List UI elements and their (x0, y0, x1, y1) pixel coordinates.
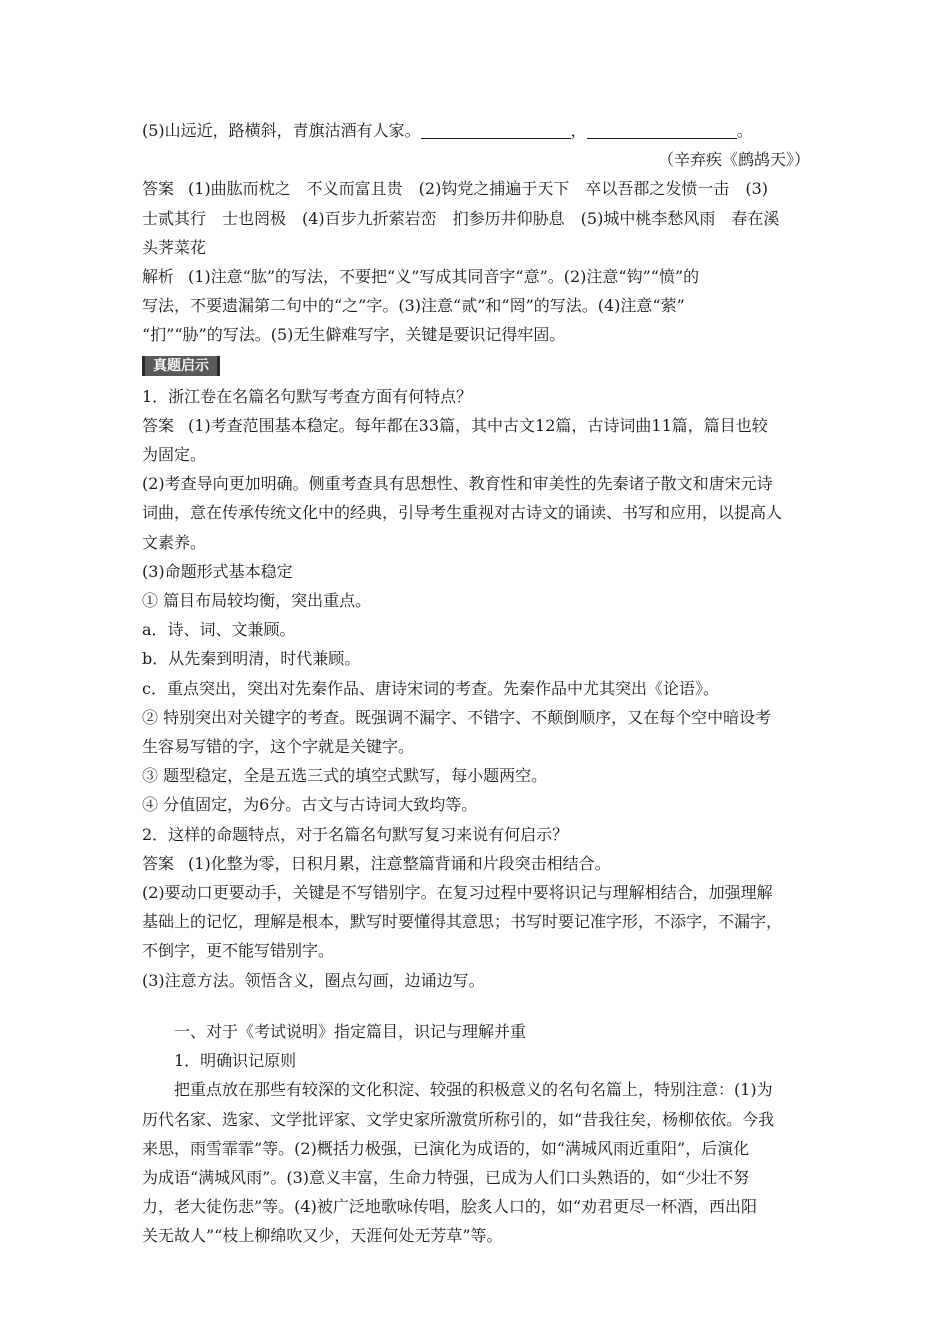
question-1-point: a．诗、词、文兼顾。 (142, 620, 296, 640)
answer-block-1-line-3: 头荠菜花 (142, 237, 207, 257)
question-1-point: ④ 分值固定，为6分。古文与古诗词大致均等。 (142, 795, 478, 815)
analysis-line-1 (142, 262, 810, 291)
question-1-point: c．重点突出，突出对先秦作品、唐诗宋词的考查。先秦作品中尤其突出《论语》。 (142, 678, 719, 698)
question-1-title: 1．浙江卷在名篇名句默写考查方面有何特点？ (142, 386, 473, 406)
section-header (142, 350, 810, 382)
answer-label: 答案 (142, 179, 175, 199)
question-1-point: ③ 题型稳定，全是五选三式的填空式默写，每小题两空。 (142, 766, 548, 786)
blank-end: 。 (736, 121, 753, 140)
question-1-point: 文素养。 (142, 532, 207, 552)
guide-subheading: 1．明确识记原则 (174, 1051, 297, 1071)
blank-separator: ， (570, 121, 587, 140)
guide-paragraph-line: 历代名家、选家、文学批评家、文学史家所激赏所称引的，如“昔我往矣，杨柳依依。今我 (142, 1109, 775, 1129)
question-1-point: 生容易写错的字，这个字就是关键字。 (142, 737, 415, 757)
guide-heading: 一、对于《考试说明》指定篇目，识记与理解并重 (174, 1021, 527, 1041)
question-1-point: ① 篇目布局较均衡，突出重点。 (142, 591, 372, 611)
answer-blank-1[interactable] (421, 122, 571, 139)
guide-paragraph-line: 为成语“满城风雨”。(3)意义丰富，生命力特强，已成为人们口头熟语的，如“少壮不努 (142, 1167, 750, 1187)
answer-label: 答案 (142, 853, 175, 873)
question-1-point: ② 特别突出对关键字的考查。既强调不漏字、不错字、不颠倒顺序，又在每个空中暗设考 (142, 707, 772, 727)
question-1-answer-line-2: 为固定。 (142, 445, 207, 465)
answer-text: (1)化整为零，日积月累，注意整篇背诵和片段突击相结合。 (188, 853, 611, 873)
document-page (142, 116, 810, 1251)
answer-block-1-line-2: 士贰其行 士也罔极 (4)百步九折萦岩峦 扪参历井仰胁息 (5)城中桃李愁风雨 春在溪 (142, 208, 780, 228)
answer-blank-2[interactable] (587, 122, 737, 139)
analysis-line-2: 写法，不要遗漏第二句中的“之”字。(3)注意“贰”和“罔”的写法。(4)注意“萦” (142, 296, 685, 316)
question-5-text: (5)山远近，路横斜，青旗沽酒有人家。 (142, 121, 421, 140)
guide-paragraph-line: 把重点放在那些有较深的文化积淀、较强的积极意义的名句名篇上，特别注意：(1)为 (174, 1080, 773, 1100)
answer-text: (1)考查范围基本稳定。每年都在33篇，其中古文12篇，古诗词曲11篇，篇目也较 (188, 415, 768, 435)
question-2-point: (2)要动口更要动手，关键是不写错别字。在复习过程中要将识记与理解相结合，加强理解 (142, 883, 773, 903)
question-2-point: (3)注意方法。领悟含义，圈点勾画，边诵边写。 (142, 970, 485, 990)
question-5-line (142, 116, 810, 145)
poem-source: （辛弃疾《鹧鸪天》） (657, 150, 810, 170)
analysis-label: 解析 (142, 267, 175, 287)
guide-paragraph-line: 关无故人”“枝上柳绵吹又少，天涯何处无芳草”等。 (142, 1226, 503, 1246)
guide-paragraph-line: 来思，雨雪霏霏”等。(2)概括力极强，已演化为成语的，如“满城风雨近重阳”，后演化 (142, 1138, 750, 1158)
section-badge: 真题启示 (142, 356, 220, 376)
analysis-text: (1)注意“肱”的写法，不要把“义”写成其同音字“意”。(2)注意“钩”“愤”的 (188, 267, 700, 287)
question-1-point: (2)考查导向更加明确。侧重考查具有思想性、教育性和审美性的先秦诸子散文和唐宋元诗 (142, 474, 773, 494)
question-1-answer-line-1 (142, 411, 810, 440)
question-1-point: b．从先秦到明清，时代兼顾。 (142, 649, 361, 669)
answer-text: (1)曲肱而枕之 不义而富且贵 (2)钩党之捕遍于天下 卒以吾郡之发愤一击 (3) (188, 179, 769, 199)
question-2-point: 不倒字，更不能写错别字。 (142, 941, 335, 961)
question-1-point: 词曲，意在传承传统文化中的经典，引导考生重视对古诗文的诵读、书写和应用，以提高人 (142, 503, 783, 523)
guide-paragraph-line: 力，老大徒伤悲”等。(4)被广泛地歌咏传唱，脍炙人口的，如“劝君更尽一杯酒，西出阳 (142, 1197, 758, 1217)
answer-block-1-line-1 (142, 174, 810, 203)
question-1-point: (3)命题形式基本稳定 (142, 561, 293, 581)
question-2-point: 基础上的记忆，理解是根本，默写时要懂得其意思；书写时要记准字形，不添字，不漏字， (142, 912, 783, 932)
section-gap (142, 995, 810, 1017)
question-2-title: 2．这样的命题特点，对于名篇名句默写复习来说有何启示？ (142, 824, 569, 844)
analysis-line-3: “扪”“胁”的写法。(5)无生僻难写字，关键是要识记得牢固。 (142, 325, 566, 345)
answer-label: 答案 (142, 415, 175, 435)
question-2-answer-line-1 (142, 849, 810, 878)
